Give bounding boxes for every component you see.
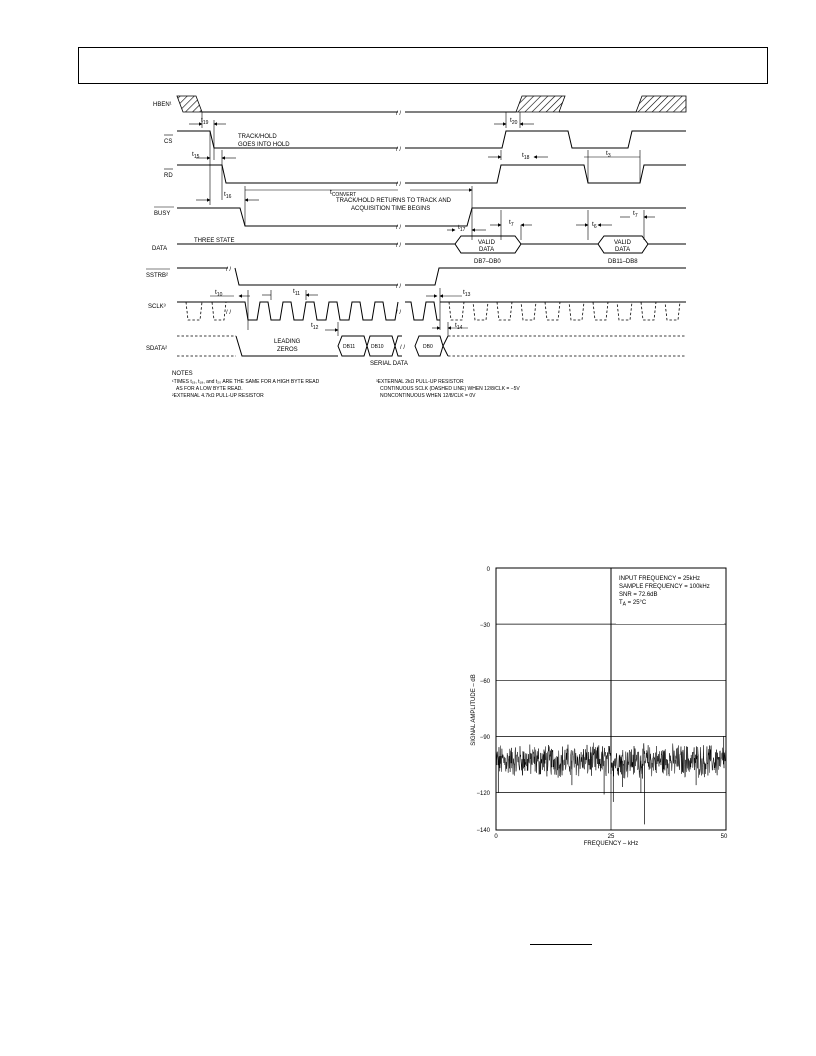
valid-data-1b: DATA [479, 247, 495, 253]
svg-text:t18: $t_{18}$ [522, 152, 530, 161]
svg-text:t10: $t_{10}$ [215, 289, 223, 298]
svg-text:/ /: / / [226, 267, 232, 273]
svg-text:/ /: / / [396, 225, 402, 231]
svg-text:t15: $t_{15}$ [192, 151, 200, 160]
time-label-t11 [293, 288, 300, 297]
annotation-three-state: THREE STATE [194, 238, 235, 244]
svg-text:t3: $t_3$ [606, 150, 611, 159]
fft-ytick-3: −90 [479, 735, 490, 741]
svg-text:tCONVERT: $t_{CONVERT}$ [330, 189, 357, 198]
timing-diagram [0, 0, 816, 410]
note-3b: CONTINUOUS SCLK (DASHED LINE) WHEN 12/8/CLK = −5V [380, 386, 520, 392]
valid-data-1a: VALID [478, 240, 495, 246]
busy-waveform [177, 208, 686, 231]
time-label-t12 [311, 322, 319, 331]
fft-ytick-5: −140 [476, 828, 490, 834]
time-label-t7b [633, 210, 638, 219]
fft-legend-3: SNR = 72.6dB [619, 592, 658, 598]
svg-text:/ /: / / [400, 345, 406, 351]
sdata-db10: DB10 [371, 344, 384, 350]
note-1a: ¹TIMES t₁₉, t₁₈, and t₂₀ ARE THE SAME FOR A HIGH BYTE READ [172, 379, 320, 385]
time-label-t16 [224, 191, 232, 200]
svg-text:t7: $t_7$ [633, 210, 638, 219]
sstrb-waveform [177, 267, 686, 290]
signal-label-rd: RD [164, 173, 173, 179]
sdata-db0: DB0 [423, 344, 433, 350]
footer-rule [530, 944, 592, 945]
annotation-leading-2: ZEROS [277, 347, 298, 353]
signal-label-sclk: SCLK³ [148, 304, 166, 310]
fft-legend-2: SAMPLE FREQUENCY = 100kHz [619, 584, 710, 590]
fft-xtick-2: 50 [720, 834, 728, 840]
svg-text:t13: $t_{13}$ [463, 289, 471, 298]
time-label-t3 [606, 150, 611, 159]
time-label-t7a [509, 219, 514, 228]
time-label-t18 [522, 152, 530, 161]
valid-data-2a: VALID [614, 240, 631, 246]
annotation-track-hold-2: GOES INTO HOLD [238, 142, 290, 148]
notes-heading: NOTES [172, 371, 193, 377]
svg-text:t7: $t_7$ [509, 219, 514, 228]
svg-text:/ /: / / [226, 310, 232, 316]
sclk-waveform [177, 302, 686, 320]
signal-label-hben: HBEN¹ [153, 102, 172, 108]
time-label-t14 [455, 322, 463, 331]
valid-data-2b: DATA [615, 247, 631, 253]
time-label-t13 [463, 289, 471, 298]
fft-ylabel: SIGNAL AMPLITUDE – dB [471, 674, 477, 746]
fft-ytick-0: 0 [486, 567, 490, 573]
annotation-returns-1: TRACK/HOLD RETURNS TO TRACK AND [336, 198, 452, 204]
annotation-leading-1: LEADING [274, 339, 301, 345]
annotation-t-convert [330, 189, 356, 198]
data-waveform [177, 236, 686, 253]
svg-text:/ /: / / [396, 243, 402, 249]
svg-text:t14: $t_{14}$ [455, 322, 463, 331]
svg-text:/ /: / / [396, 182, 402, 188]
fft-ytick-1: −30 [479, 623, 490, 629]
svg-text:t12: $t_{12}$ [311, 322, 319, 331]
svg-text:TA = 25°C: $T_A = 25^\circ C$ [619, 600, 647, 608]
valid-range-2: DB11–DB8 [608, 259, 638, 265]
time-label-t10 [215, 289, 223, 298]
note-1b: AS FOR A LOW BYTE READ. [176, 386, 243, 392]
svg-text:/ /: / / [396, 310, 402, 316]
svg-text:/ /: / / [396, 284, 402, 290]
valid-range-1: DB7–DB0 [474, 259, 501, 265]
svg-text:t16: $t_{16}$ [224, 191, 232, 200]
time-label-t15 [192, 151, 200, 160]
svg-text:/ /: / / [396, 111, 402, 117]
svg-text:t17: $t_{17}$ [458, 224, 466, 233]
svg-text:/ /: / / [396, 147, 402, 153]
fft-legend-1: INPUT FREQUENCY = 25kHz [619, 576, 700, 582]
signal-label-cs: CS [164, 139, 173, 145]
time-label-t19 [201, 117, 209, 126]
time-label-t17 [458, 224, 466, 233]
note-3a: ³EXTERNAL 2kΩ PULL-UP RESISTOR [376, 379, 464, 385]
hben-waveform [177, 96, 686, 117]
note-3c: NONCONTINUOUS WHEN 12/8/CLK = 0V [380, 393, 476, 399]
signal-label-data: DATA [152, 246, 168, 252]
svg-text:t11: $t_{11}$ [293, 288, 301, 297]
fft-xtick-0: 0 [494, 834, 498, 840]
signal-label-sdata: SDATA² [146, 346, 168, 352]
svg-text:t20: $t_{20}$ [510, 117, 518, 126]
signal-label-busy: BUSY [154, 211, 171, 217]
time-label-t6 [592, 221, 597, 230]
time-label-t20 [510, 117, 518, 126]
fft-chart [460, 560, 740, 850]
annotation-track-hold-1: TRACK/HOLD [238, 134, 277, 140]
fft-xlabel: FREQUENCY – kHz [583, 841, 639, 847]
fft-xtick-1: 25 [607, 834, 615, 840]
fft-ytick-2: −60 [479, 679, 490, 685]
svg-text:t19: $t_{19}$ [201, 117, 209, 126]
note-2: ²EXTERNAL 4.7kΩ PULL-UP RESISTOR [172, 393, 264, 399]
signal-label-sstrb: SSTRB² [146, 273, 169, 279]
sdata-db11: DB11 [343, 344, 356, 350]
annotation-returns-2: ACQUISITION TIME BEGINS [351, 206, 431, 212]
fft-ytick-4: −120 [476, 791, 490, 797]
svg-text:t6: $t_6$ [592, 221, 597, 230]
annotation-serial-data: SERIAL DATA [370, 361, 408, 367]
rd-waveform [177, 165, 686, 188]
